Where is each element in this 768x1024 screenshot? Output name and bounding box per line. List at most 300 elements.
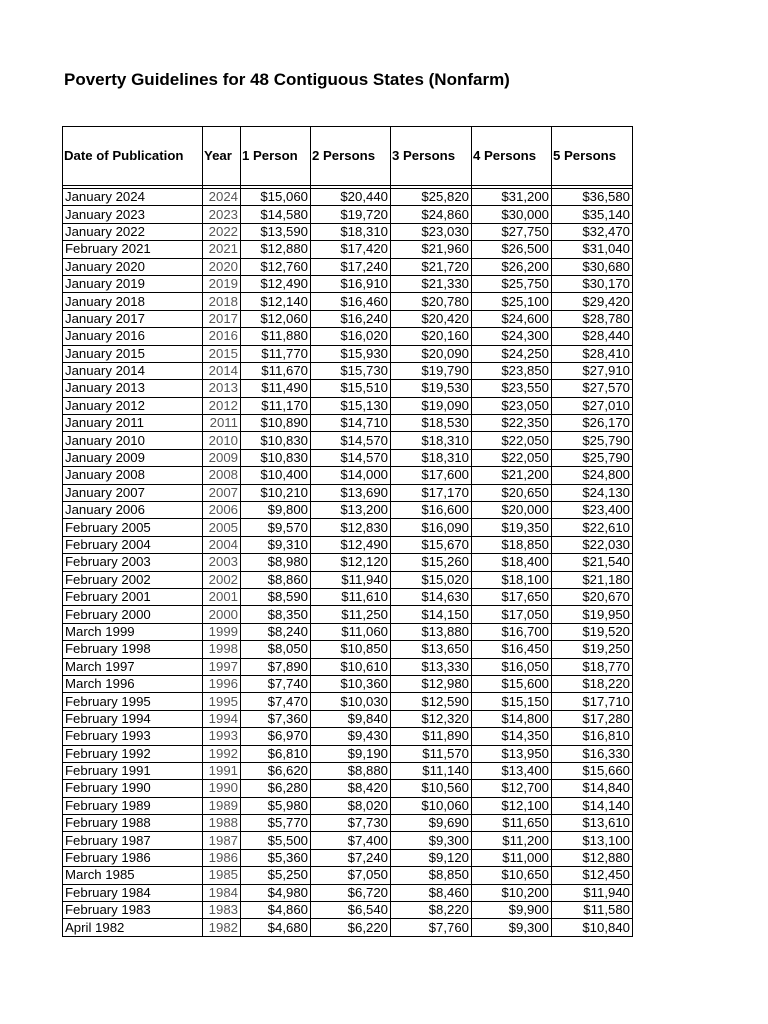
four-persons-cell: $31,200 [472, 189, 552, 206]
five-persons-cell: $36,580 [552, 189, 633, 206]
year-cell: 1982 [203, 919, 241, 936]
three-persons-cell: $12,980 [391, 675, 472, 692]
four-persons-cell: $13,400 [472, 762, 552, 779]
five-persons-cell: $31,040 [552, 241, 633, 258]
year-cell: 2018 [203, 293, 241, 310]
date-cell: February 1994 [63, 710, 203, 727]
five-persons-cell: $16,810 [552, 728, 633, 745]
year-cell: 2004 [203, 536, 241, 553]
two-persons-cell: $11,060 [311, 623, 391, 640]
five-persons-cell: $20,670 [552, 588, 633, 605]
two-persons-cell: $7,730 [311, 815, 391, 832]
poverty-guidelines-table [62, 126, 633, 937]
one-person-cell: $6,810 [241, 745, 311, 762]
table-row [63, 780, 633, 797]
one-person-cell: $6,280 [241, 780, 311, 797]
date-cell: February 1984 [63, 884, 203, 901]
one-person-cell: $10,210 [241, 484, 311, 501]
two-persons-cell: $13,200 [311, 502, 391, 519]
four-persons-cell: $16,450 [472, 641, 552, 658]
one-person-cell: $5,500 [241, 832, 311, 849]
page-title: Poverty Guidelines for 48 Contiguous States (Nonfarm) [64, 70, 510, 89]
two-persons-cell: $9,430 [311, 728, 391, 745]
table-row [63, 432, 633, 449]
table-row [63, 902, 633, 919]
table-row [63, 849, 633, 866]
year-cell: 2007 [203, 484, 241, 501]
two-persons-cell: $7,400 [311, 832, 391, 849]
date-cell: February 1991 [63, 762, 203, 779]
five-persons-cell: $19,520 [552, 623, 633, 640]
table-row [63, 867, 633, 884]
year-cell: 1995 [203, 693, 241, 710]
three-persons-cell: $10,560 [391, 780, 472, 797]
four-persons-cell: $26,500 [472, 241, 552, 258]
year-cell: 1998 [203, 641, 241, 658]
one-person-cell: $6,620 [241, 762, 311, 779]
two-persons-cell: $7,240 [311, 849, 391, 866]
two-persons-cell: $19,720 [311, 206, 391, 223]
three-persons-cell: $14,150 [391, 606, 472, 623]
year-cell: 1999 [203, 623, 241, 640]
one-person-cell: $4,980 [241, 884, 311, 901]
table-row [63, 693, 633, 710]
five-persons-cell: $30,680 [552, 258, 633, 275]
table-row [63, 588, 633, 605]
table-row [63, 832, 633, 849]
date-cell: January 2018 [63, 293, 203, 310]
table-row [63, 484, 633, 501]
four-persons-cell: $25,750 [472, 275, 552, 292]
one-person-cell: $8,590 [241, 588, 311, 605]
two-persons-cell: $16,240 [311, 310, 391, 327]
four-persons-cell: $23,850 [472, 362, 552, 379]
four-persons-cell: $9,900 [472, 902, 552, 919]
table-row [63, 223, 633, 240]
table-row [63, 502, 633, 519]
four-persons-cell: $20,000 [472, 502, 552, 519]
one-person-cell: $11,170 [241, 397, 311, 414]
date-cell: February 1983 [63, 902, 203, 919]
three-persons-cell: $20,780 [391, 293, 472, 310]
four-persons-cell: $24,250 [472, 345, 552, 362]
year-cell: 1992 [203, 745, 241, 762]
three-persons-cell: $9,120 [391, 849, 472, 866]
five-persons-cell: $24,130 [552, 484, 633, 501]
five-persons-cell: $10,840 [552, 919, 633, 936]
three-persons-cell: $19,530 [391, 380, 472, 397]
table-row [63, 206, 633, 223]
two-persons-cell: $14,000 [311, 467, 391, 484]
two-persons-cell: $15,130 [311, 397, 391, 414]
three-persons-cell: $24,860 [391, 206, 472, 223]
table-row [63, 745, 633, 762]
year-cell: 2001 [203, 588, 241, 605]
date-cell: February 1987 [63, 832, 203, 849]
five-persons-cell: $22,030 [552, 536, 633, 553]
one-person-cell: $7,740 [241, 675, 311, 692]
one-person-cell: $5,980 [241, 797, 311, 814]
four-persons-cell: $22,050 [472, 449, 552, 466]
four-persons-cell: $23,550 [472, 380, 552, 397]
year-cell: 1986 [203, 849, 241, 866]
two-persons-cell: $10,030 [311, 693, 391, 710]
date-cell: February 1993 [63, 728, 203, 745]
date-cell: February 2021 [63, 241, 203, 258]
four-persons-cell: $12,700 [472, 780, 552, 797]
one-person-cell: $4,860 [241, 902, 311, 919]
four-persons-cell: $30,000 [472, 206, 552, 223]
four-persons-cell: $9,300 [472, 919, 552, 936]
table-row [63, 536, 633, 553]
five-persons-cell: $30,170 [552, 275, 633, 292]
one-person-cell: $12,140 [241, 293, 311, 310]
four-persons-cell: $24,600 [472, 310, 552, 327]
table-row [63, 797, 633, 814]
two-persons-cell: $15,510 [311, 380, 391, 397]
table-row [63, 710, 633, 727]
three-persons-cell: $12,590 [391, 693, 472, 710]
table-body [63, 186, 633, 937]
year-cell: 2014 [203, 362, 241, 379]
four-persons-cell: $17,650 [472, 588, 552, 605]
three-persons-cell: $16,600 [391, 502, 472, 519]
year-cell: 2021 [203, 241, 241, 258]
five-persons-cell: $15,660 [552, 762, 633, 779]
three-persons-cell: $15,260 [391, 554, 472, 571]
two-persons-cell: $15,930 [311, 345, 391, 362]
table-row [63, 675, 633, 692]
four-persons-cell: $22,050 [472, 432, 552, 449]
table-row [63, 189, 633, 206]
four-persons-cell: $20,650 [472, 484, 552, 501]
table-row [63, 345, 633, 362]
date-cell: February 2003 [63, 554, 203, 571]
one-person-cell: $12,060 [241, 310, 311, 327]
five-persons-cell: $27,010 [552, 397, 633, 414]
three-persons-cell: $9,300 [391, 832, 472, 849]
table-row [63, 658, 633, 675]
year-cell: 2023 [203, 206, 241, 223]
five-persons-cell: $14,140 [552, 797, 633, 814]
five-persons-cell: $35,140 [552, 206, 633, 223]
three-persons-cell: $17,170 [391, 484, 472, 501]
one-person-cell: $6,970 [241, 728, 311, 745]
one-person-cell: $8,860 [241, 571, 311, 588]
five-persons-cell: $28,410 [552, 345, 633, 362]
three-persons-cell: $8,850 [391, 867, 472, 884]
table-row [63, 554, 633, 571]
two-persons-cell: $16,020 [311, 328, 391, 345]
one-person-cell: $7,470 [241, 693, 311, 710]
five-persons-cell: $13,100 [552, 832, 633, 849]
year-cell: 1997 [203, 658, 241, 675]
five-persons-cell: $25,790 [552, 432, 633, 449]
four-persons-cell: $16,700 [472, 623, 552, 640]
header-row [63, 127, 633, 186]
table-row [63, 815, 633, 832]
three-persons-cell: $13,650 [391, 641, 472, 658]
five-persons-cell: $14,840 [552, 780, 633, 797]
four-persons-cell: $26,200 [472, 258, 552, 275]
two-persons-cell: $10,360 [311, 675, 391, 692]
three-persons-cell: $18,310 [391, 449, 472, 466]
year-cell: 2006 [203, 502, 241, 519]
date-cell: March 1996 [63, 675, 203, 692]
year-cell: 2020 [203, 258, 241, 275]
one-person-cell: $11,880 [241, 328, 311, 345]
year-cell: 2019 [203, 275, 241, 292]
three-persons-cell: $19,090 [391, 397, 472, 414]
four-persons-cell: $18,850 [472, 536, 552, 553]
one-person-cell: $5,770 [241, 815, 311, 832]
three-persons-cell: $11,140 [391, 762, 472, 779]
three-persons-cell: $12,320 [391, 710, 472, 727]
one-person-cell: $8,350 [241, 606, 311, 623]
four-persons-cell: $11,200 [472, 832, 552, 849]
two-persons-cell: $6,540 [311, 902, 391, 919]
two-persons-cell: $18,310 [311, 223, 391, 240]
table-row [63, 293, 633, 310]
date-cell: January 2024 [63, 189, 203, 206]
four-persons-cell: $10,650 [472, 867, 552, 884]
one-person-cell: $10,890 [241, 415, 311, 432]
three-persons-cell: $20,420 [391, 310, 472, 327]
five-persons-cell: $32,470 [552, 223, 633, 240]
four-persons-cell: $19,350 [472, 519, 552, 536]
four-persons-cell: $21,200 [472, 467, 552, 484]
two-persons-cell: $12,490 [311, 536, 391, 553]
three-persons-cell: $9,690 [391, 815, 472, 832]
table-row [63, 606, 633, 623]
four-persons-cell: $12,100 [472, 797, 552, 814]
two-persons-cell: $11,940 [311, 571, 391, 588]
date-cell: January 2020 [63, 258, 203, 275]
one-person-cell: $10,830 [241, 432, 311, 449]
table-row [63, 519, 633, 536]
date-cell: January 2008 [63, 467, 203, 484]
four-persons-cell: $16,050 [472, 658, 552, 675]
four-persons-cell: $24,300 [472, 328, 552, 345]
two-persons-cell: $16,460 [311, 293, 391, 310]
date-cell: February 1988 [63, 815, 203, 832]
one-person-cell: $12,880 [241, 241, 311, 258]
three-persons-cell: $16,090 [391, 519, 472, 536]
date-cell: January 2013 [63, 380, 203, 397]
one-person-cell: $11,670 [241, 362, 311, 379]
table-row [63, 258, 633, 275]
year-cell: 1994 [203, 710, 241, 727]
header-4-persons: 4 Persons [472, 127, 552, 186]
two-persons-cell: $8,880 [311, 762, 391, 779]
one-person-cell: $4,680 [241, 919, 311, 936]
one-person-cell: $8,980 [241, 554, 311, 571]
five-persons-cell: $24,800 [552, 467, 633, 484]
three-persons-cell: $19,790 [391, 362, 472, 379]
five-persons-cell: $12,450 [552, 867, 633, 884]
one-person-cell: $11,770 [241, 345, 311, 362]
two-persons-cell: $9,190 [311, 745, 391, 762]
two-persons-cell: $14,570 [311, 432, 391, 449]
two-persons-cell: $11,250 [311, 606, 391, 623]
year-cell: 1989 [203, 797, 241, 814]
three-persons-cell: $23,030 [391, 223, 472, 240]
four-persons-cell: $15,150 [472, 693, 552, 710]
three-persons-cell: $20,160 [391, 328, 472, 345]
year-cell: 2022 [203, 223, 241, 240]
year-cell: 2013 [203, 380, 241, 397]
four-persons-cell: $18,100 [472, 571, 552, 588]
year-cell: 2002 [203, 571, 241, 588]
year-cell: 2010 [203, 432, 241, 449]
five-persons-cell: $22,610 [552, 519, 633, 536]
year-cell: 1996 [203, 675, 241, 692]
table-row [63, 571, 633, 588]
five-persons-cell: $28,780 [552, 310, 633, 327]
five-persons-cell: $29,420 [552, 293, 633, 310]
year-cell: 1983 [203, 902, 241, 919]
four-persons-cell: $22,350 [472, 415, 552, 432]
three-persons-cell: $18,310 [391, 432, 472, 449]
four-persons-cell: $25,100 [472, 293, 552, 310]
date-cell: January 2014 [63, 362, 203, 379]
five-persons-cell: $19,950 [552, 606, 633, 623]
header-5-persons: 5 Persons [552, 127, 633, 186]
date-cell: February 1992 [63, 745, 203, 762]
three-persons-cell: $13,330 [391, 658, 472, 675]
date-cell: February 2005 [63, 519, 203, 536]
two-persons-cell: $7,050 [311, 867, 391, 884]
two-persons-cell: $14,710 [311, 415, 391, 432]
header-year: Year [203, 127, 241, 186]
four-persons-cell: $13,950 [472, 745, 552, 762]
table-row [63, 328, 633, 345]
table-row [63, 728, 633, 745]
one-person-cell: $15,060 [241, 189, 311, 206]
date-cell: February 2001 [63, 588, 203, 605]
date-cell: January 2019 [63, 275, 203, 292]
five-persons-cell: $21,540 [552, 554, 633, 571]
four-persons-cell: $23,050 [472, 397, 552, 414]
one-person-cell: $9,570 [241, 519, 311, 536]
four-persons-cell: $27,750 [472, 223, 552, 240]
year-cell: 1987 [203, 832, 241, 849]
table-row [63, 762, 633, 779]
year-cell: 1993 [203, 728, 241, 745]
five-persons-cell: $17,710 [552, 693, 633, 710]
four-persons-cell: $11,650 [472, 815, 552, 832]
two-persons-cell: $6,220 [311, 919, 391, 936]
year-cell: 1991 [203, 762, 241, 779]
three-persons-cell: $21,720 [391, 258, 472, 275]
two-persons-cell: $10,850 [311, 641, 391, 658]
year-cell: 2009 [203, 449, 241, 466]
three-persons-cell: $15,020 [391, 571, 472, 588]
table-row [63, 380, 633, 397]
five-persons-cell: $26,170 [552, 415, 633, 432]
one-person-cell: $8,050 [241, 641, 311, 658]
year-cell: 1985 [203, 867, 241, 884]
five-persons-cell: $19,250 [552, 641, 633, 658]
four-persons-cell: $15,600 [472, 675, 552, 692]
date-cell: March 1997 [63, 658, 203, 675]
two-persons-cell: $12,830 [311, 519, 391, 536]
table-row [63, 415, 633, 432]
two-persons-cell: $13,690 [311, 484, 391, 501]
five-persons-cell: $16,330 [552, 745, 633, 762]
header-1-person: 1 Person [241, 127, 311, 186]
date-cell: January 2015 [63, 345, 203, 362]
one-person-cell: $12,760 [241, 258, 311, 275]
two-persons-cell: $14,570 [311, 449, 391, 466]
date-cell: February 1989 [63, 797, 203, 814]
table-row [63, 884, 633, 901]
two-persons-cell: $17,420 [311, 241, 391, 258]
four-persons-cell: $14,350 [472, 728, 552, 745]
three-persons-cell: $15,670 [391, 536, 472, 553]
date-cell: March 1999 [63, 623, 203, 640]
five-persons-cell: $23,400 [552, 502, 633, 519]
two-persons-cell: $6,720 [311, 884, 391, 901]
date-cell: February 1995 [63, 693, 203, 710]
one-person-cell: $8,240 [241, 623, 311, 640]
four-persons-cell: $14,800 [472, 710, 552, 727]
five-persons-cell: $11,940 [552, 884, 633, 901]
date-cell: February 1990 [63, 780, 203, 797]
date-cell: January 2009 [63, 449, 203, 466]
date-cell: March 1985 [63, 867, 203, 884]
date-cell: January 2010 [63, 432, 203, 449]
table-row [63, 449, 633, 466]
year-cell: 1990 [203, 780, 241, 797]
two-persons-cell: $12,120 [311, 554, 391, 571]
year-cell: 2012 [203, 397, 241, 414]
two-persons-cell: $20,440 [311, 189, 391, 206]
year-cell: 2005 [203, 519, 241, 536]
three-persons-cell: $21,960 [391, 241, 472, 258]
date-cell: February 1998 [63, 641, 203, 658]
table-row [63, 467, 633, 484]
one-person-cell: $9,310 [241, 536, 311, 553]
three-persons-cell: $11,570 [391, 745, 472, 762]
one-person-cell: $5,360 [241, 849, 311, 866]
date-cell: January 2006 [63, 502, 203, 519]
date-cell: January 2022 [63, 223, 203, 240]
date-cell: January 2011 [63, 415, 203, 432]
one-person-cell: $11,490 [241, 380, 311, 397]
table-row [63, 623, 633, 640]
two-persons-cell: $17,240 [311, 258, 391, 275]
year-cell: 1984 [203, 884, 241, 901]
three-persons-cell: $8,220 [391, 902, 472, 919]
three-persons-cell: $17,600 [391, 467, 472, 484]
date-cell: January 2017 [63, 310, 203, 327]
year-cell: 2008 [203, 467, 241, 484]
four-persons-cell: $11,000 [472, 849, 552, 866]
year-cell: 2017 [203, 310, 241, 327]
three-persons-cell: $18,530 [391, 415, 472, 432]
five-persons-cell: $13,610 [552, 815, 633, 832]
year-cell: 2000 [203, 606, 241, 623]
table-row [63, 919, 633, 936]
year-cell: 2024 [203, 189, 241, 206]
three-persons-cell: $13,880 [391, 623, 472, 640]
two-persons-cell: $8,420 [311, 780, 391, 797]
one-person-cell: $12,490 [241, 275, 311, 292]
two-persons-cell: $9,840 [311, 710, 391, 727]
date-cell: January 2012 [63, 397, 203, 414]
year-cell: 2011 [203, 415, 241, 432]
